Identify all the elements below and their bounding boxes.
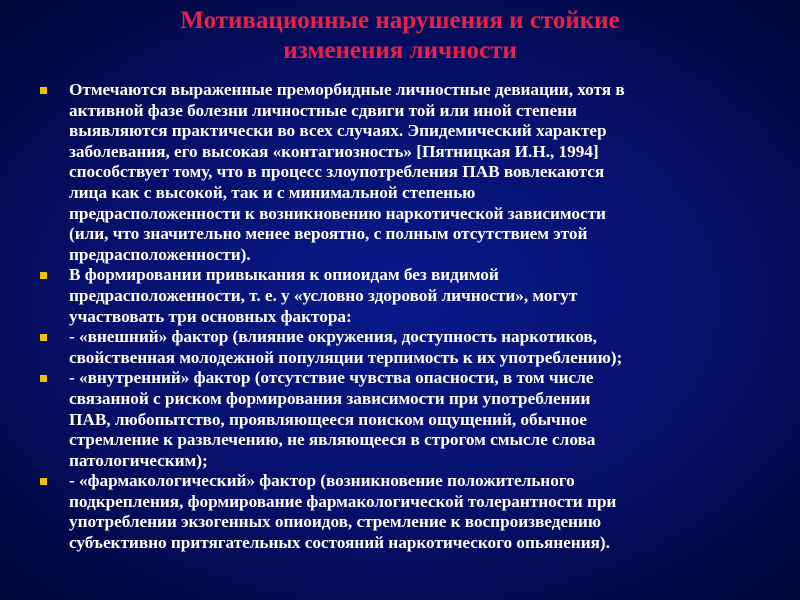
bullet-item (40, 327, 792, 368)
bullet-square-icon (40, 375, 47, 382)
bullet-list (40, 80, 792, 554)
bullet-text: Отмечаются выраженные преморбидные личностные девиации, хотя в активной фазе болезни личностные сдвиги той или иной степени выявляются практически во всех случаях. Эпидемический характер заболевания, его высокая «контагиозность» [Пятницкая И.Н., 1994] способствует тому, что в процесс злоупотребления ПАВ вовлекаются лица как с высокой, так и с минимальной степенью предрасположенности к возникновению наркотической зависимости (или, что значительно менее вероятно, с полным отсутствием этой предрасположенности). (69, 80, 625, 264)
bullet-text: В формировании привыкания к опиоидам без видимой предрасположенности, т. е. у «условно здоровой личности», могут участвовать три основных фактора: (69, 265, 578, 326)
bullet-square-icon (40, 87, 47, 94)
bullet-text: - «фармакологический» фактор (возникновение положительного подкрепления, формирование фармакологической толерантности при употреблении экзогенных опиоидов, стремление к воспроизведению субъективно притягательных состояний наркотического опьянения). (69, 471, 617, 553)
bullet-item (40, 265, 792, 327)
bullet-item (40, 80, 792, 265)
bullet-text: - «внутренний» фактор (отсутствие чувства опасности, в том числе связанной с риском формирования зависимости при употреблении ПАВ, любопытство, проявляющееся поиском ощущений, обычное стремление к развлечению, не являющееся в строгом смысле слова патологическим); (69, 368, 596, 470)
slide-title (0, 6, 800, 66)
bullet-item (40, 368, 792, 471)
bullet-square-icon (40, 334, 47, 341)
bullet-square-icon (40, 478, 47, 485)
slide-title-line-2: изменения личности (283, 37, 517, 64)
slide-title-line-1: Мотивационные нарушения и стойкие (180, 7, 620, 34)
bullet-item (40, 471, 792, 553)
bullet-square-icon (40, 272, 47, 279)
bullet-text: - «внешний» фактор (влияние окружения, доступность наркотиков, свойственная молодежной популяции терпимость к их употреблению); (69, 327, 623, 367)
